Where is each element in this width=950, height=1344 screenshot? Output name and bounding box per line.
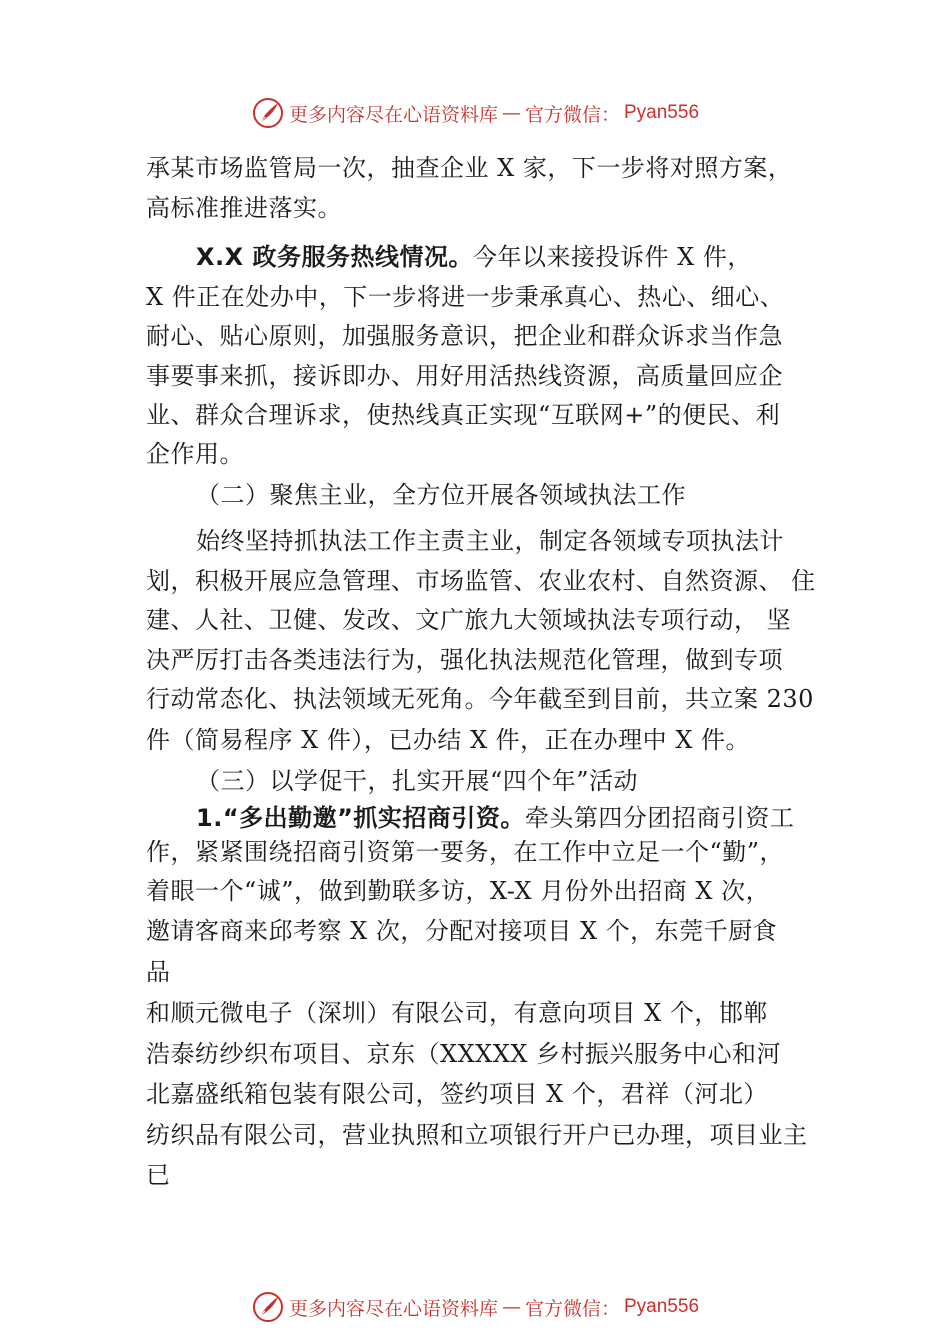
subsection-heading-2: （二）聚焦主业，全方位开展各领域执法工作 [196,481,686,509]
watermark-wechat-id: Pyan556 [624,102,700,123]
body-line: X 件正在处办中，下一步将进一步秉承真心、热心、细心、 [146,283,785,311]
body-text: 今年以来接投诉件 X 件， [472,243,752,271]
body-line: 高标准推进落实。 [146,194,342,222]
watermark-text: 更多内容尽在心语资料库 [288,103,498,126]
body-line: 建、人社、卫健、发改、文广旅九大领域执法专项行动， 坚 [146,606,792,634]
body-line: 作，紧紧围绕招商引资第一要务，在工作中立足一个“勤”， [146,838,785,866]
body-line: 浩泰纺纱织布项目、京东（XXXXX 乡村振兴服务中心和河 [146,1040,782,1068]
body-line: 事要事来抓，接诉即办、用好用活热线资源，高质量回应企 [146,362,783,390]
body-line: 行动常态化、执法领域无死角。今年截至到目前，共立案 230 [146,685,814,713]
body-text: 牵头第四分团招商引资工 [524,804,795,832]
body-line: 划，积极开展应急管理、市场监管、农业农村、自然资源、 住 [146,567,816,595]
body-line: 业、群众合理诉求，使热线真正实现“互联网+”的便民、利 [146,401,781,429]
body-line: 企作用。 [146,440,244,468]
feather-pen-icon [251,96,285,130]
watermark-wechat-label: 官方微信： [524,103,620,126]
watermark-wechat-label: 官方微信： [524,1297,620,1320]
body-line: 件（简易程序 X 件），已办结 X 件，正在办理中 X 件。 [146,726,751,754]
body-line: 承某市场监管局一次，抽查企业 X 家，下一步将对照方案， [146,154,793,182]
footer-watermark [0,1290,950,1324]
body-line: 耐心、贴心原则，加强服务意识，把企业和群众诉求当作急 [146,322,783,350]
watermark-separator: — [501,1296,521,1318]
section-paragraph-investment [196,802,794,834]
body-line: 品 [146,958,171,986]
header-watermark [0,96,950,130]
feather-pen-icon [251,1290,285,1324]
body-line: 决严厉打击各类违法行为，强化执法规范化管理，做到专项 [146,646,783,674]
watermark-text: 更多内容尽在心语资料库 [288,1297,498,1320]
section-heading-hotline: X.X 政务服务热线情况。 [196,243,473,271]
watermark-separator: — [501,102,521,124]
body-line: 邀请客商来邱考察 X 次，分配对接项目 X 个，东莞千厨食 [146,917,778,945]
body-line: 北嘉盛纸箱包装有限公司，签约项目 X 个，君祥（河北） [146,1080,768,1108]
body-line: 和顺元微电子（深圳）有限公司，有意向项目 X 个，邯郸 [146,999,768,1027]
body-line: 已 [146,1161,171,1189]
subsection-heading-3: （三）以学促干，扎实开展“四个年”活动 [196,767,639,795]
section-heading-investment: 1.“多出勤邀”抓实招商引资。 [196,804,525,832]
body-line: 纺织品有限公司，营业执照和立项银行开户已办理，项目业主 [146,1121,808,1149]
section-paragraph-hotline [196,241,752,273]
body-line: 着眼一个“诚”，做到勤联多访，X-X 月份外出招商 X 次， [146,877,771,905]
watermark-wechat-id: Pyan556 [624,1296,700,1317]
body-line: 始终坚持抓执法工作主责主业，制定各领域专项执法计 [196,527,784,555]
